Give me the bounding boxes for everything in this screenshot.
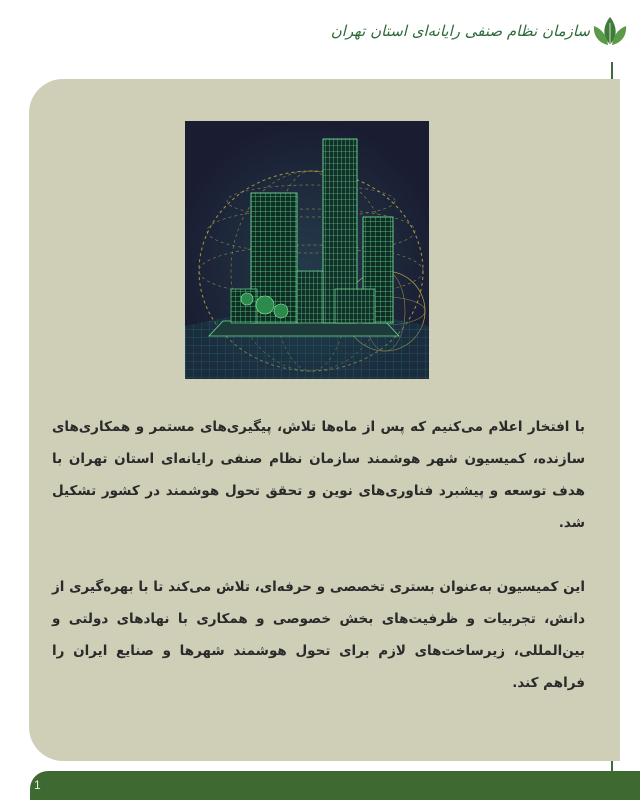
announcement-text: [52, 411, 585, 699]
paragraph-1: با افتخار اعلام می‌کنیم که پس از ماه‌ها تلاش، پیگیری‌های مستمر و همکاری‌های سازنده، کمیسیون شهر هوشمند سازمان نظام صنفی رایانه‌ای استان تهران با هدف توسعه و پیشبرد فناوری‌های نوین و تحقق تحول هوشمند در کشور تشکیل شد.: [52, 419, 585, 531]
content-card: [29, 79, 620, 761]
smart-city-illustration: [185, 121, 429, 379]
leaf-logo-icon: [592, 14, 628, 48]
page-number: 1: [34, 778, 41, 792]
paragraph-2: این کمیسیون به‌عنوان بستری تخصصی و حرفه‌ای، تلاش می‌کند تا با بهره‌گیری از دانش، تجربیات و ظرفیت‌های بخش خصوصی و همکاری با نهادهای دولتی و بین‌المللی، زیرساخت‌های لازم برای تحول هوشمند شهرها و صنایع ایران را فراهم کند.: [52, 579, 585, 691]
organization-title: سازمان نظام صنفی رایانه‌ای استان تهران: [330, 22, 590, 40]
footer-bar: [30, 771, 640, 800]
